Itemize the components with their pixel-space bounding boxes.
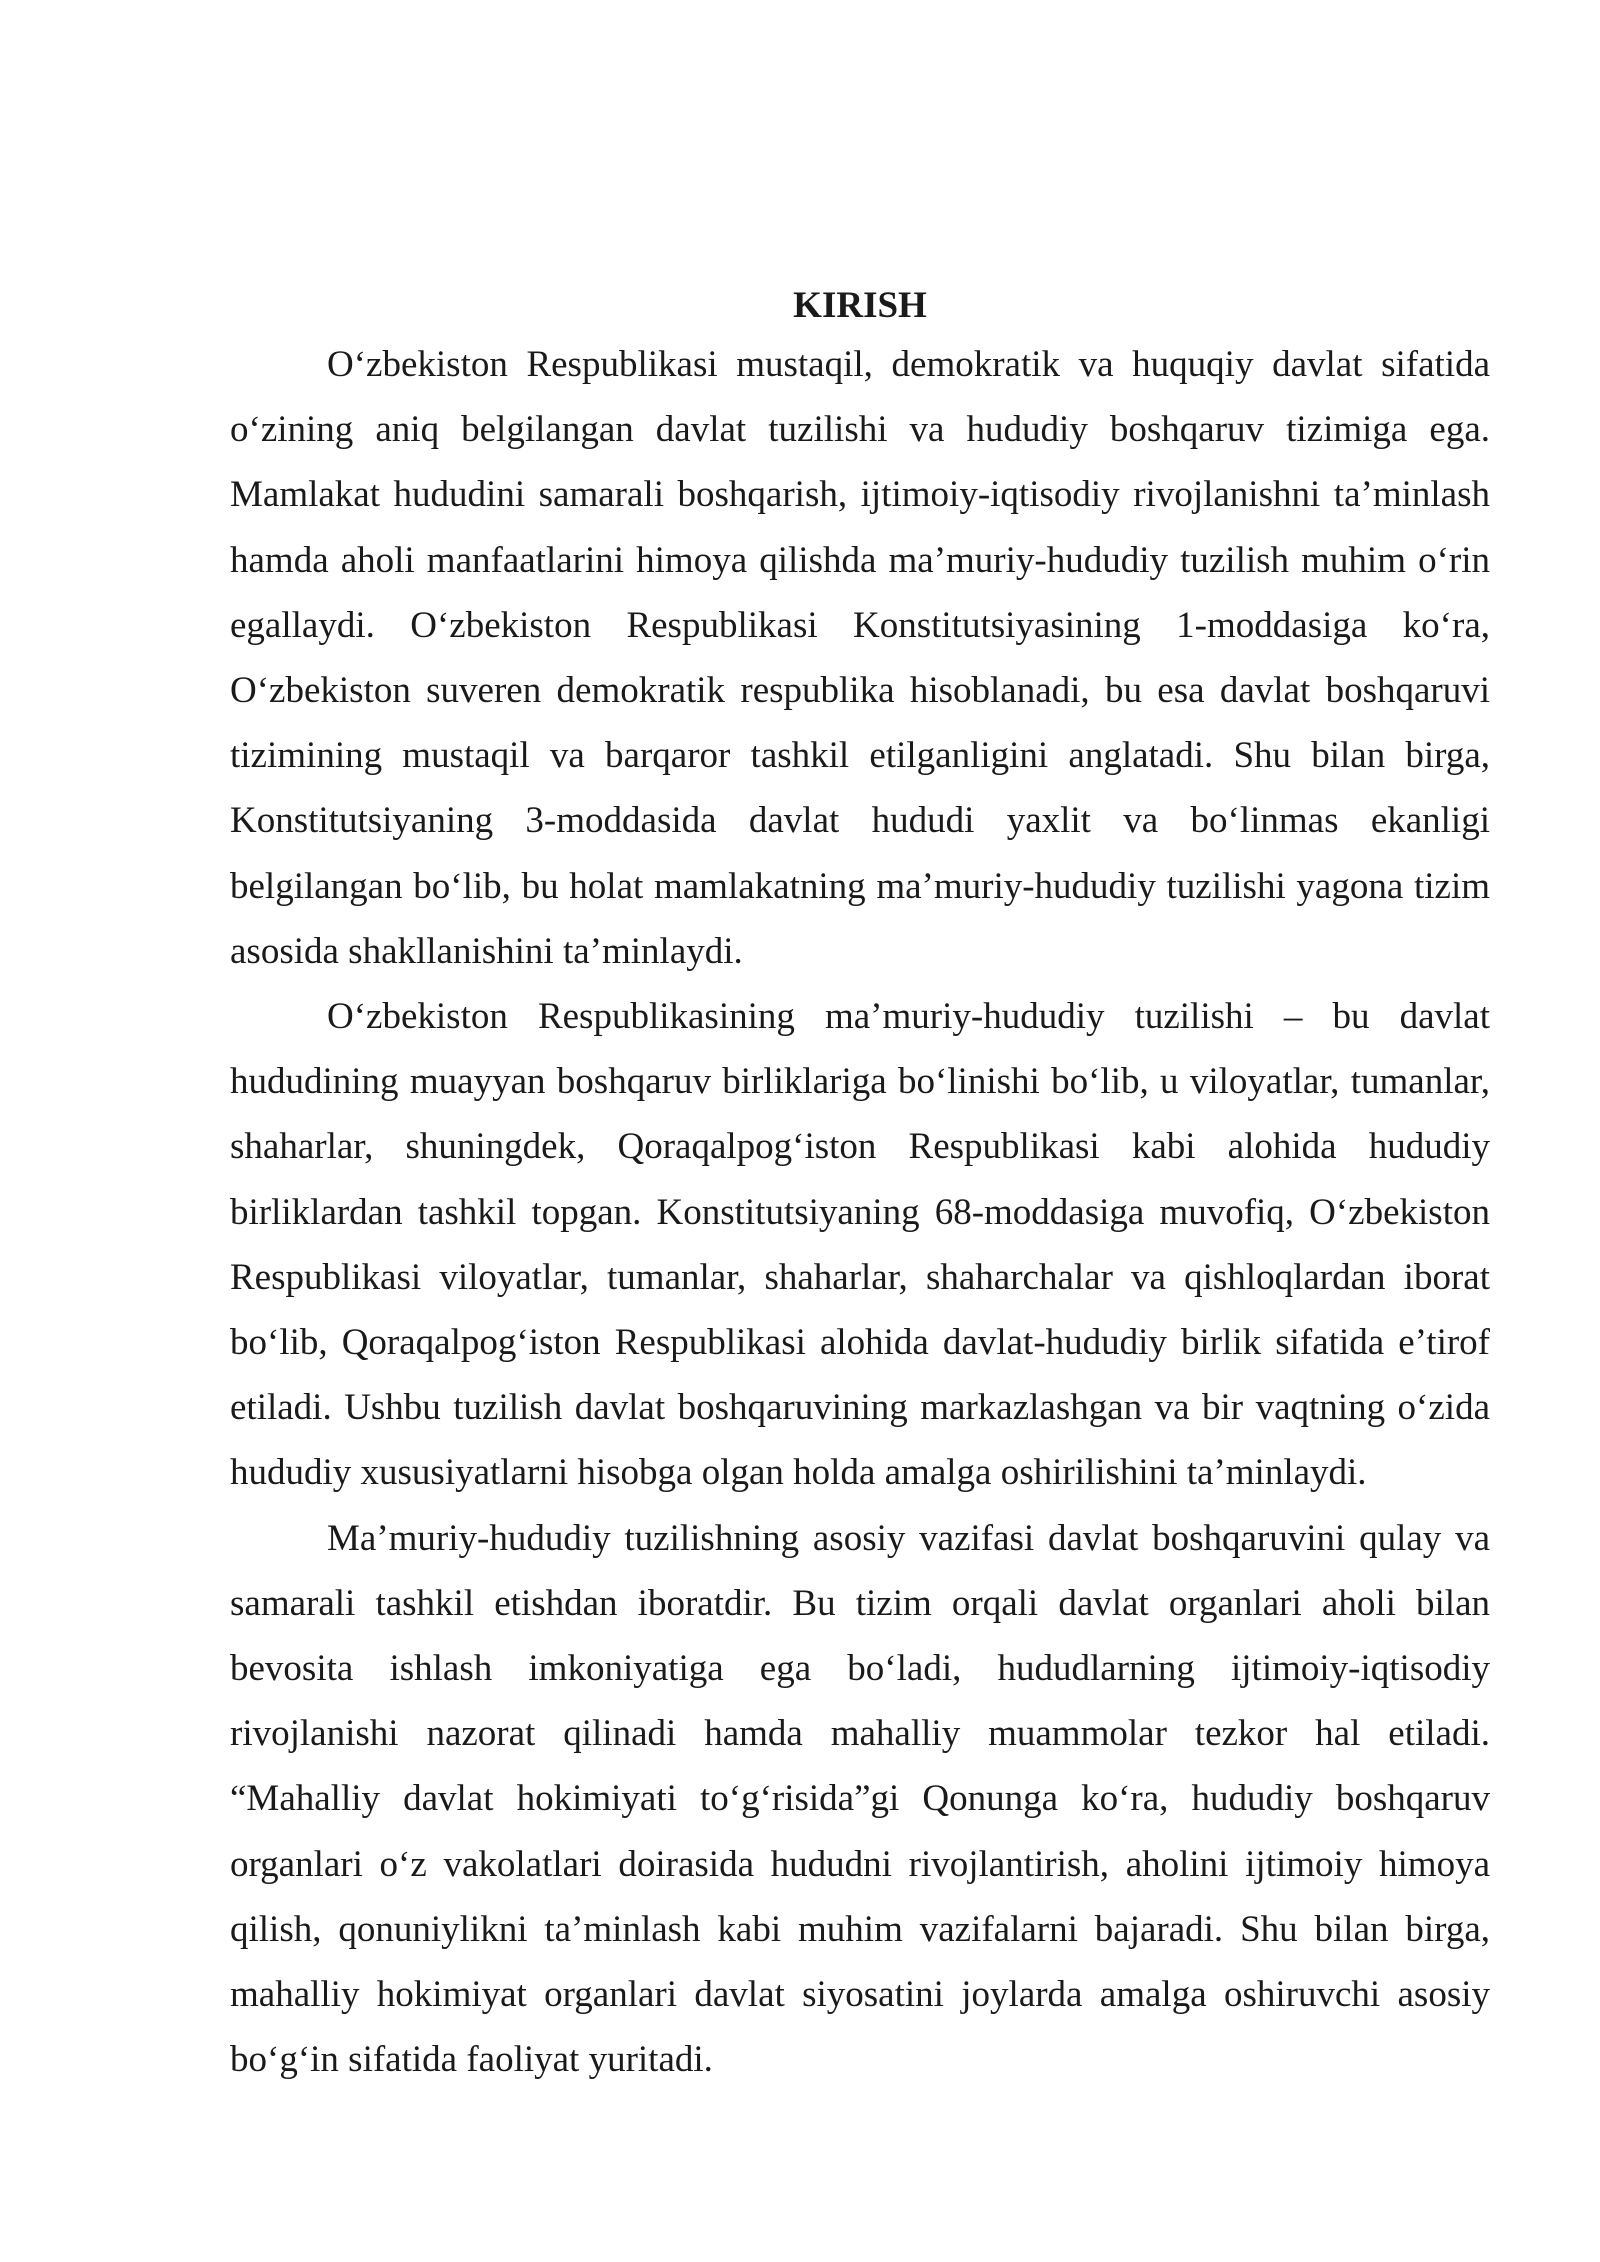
- page-title: KIRISH: [793, 285, 927, 326]
- document-body: [230, 280, 1490, 2092]
- paragraph-2: O‘zbekiston Respublikasining ma’muriy-hududiy tuzilishi – bu davlat hududining muayyan boshqaruv birliklariga bo‘linishi bo‘lib, u viloyatlar, tumanlar, shaharlar, shuningdek, Qoraqalpog‘iston Respublikasi kabi alohida hududiy birliklardan tashkil topgan. Konstitutsiyaning 68-moddasiga muvofiq, O‘zbekiston Respublikasi viloyatlar, tumanlar, shaharlar, shaharchalar va qishloqlardan iborat bo‘lib, Qoraqalpog‘iston Respublikasi alohida davlat-hududiy birlik sifatida e’tirof etiladi. Ushbu tuzilish davlat boshqaruvining markazlashgan va bir vaqtning o‘zida hududiy xususiyatlarni hisobga olgan holda amalga oshirilishini ta’minlaydi.: [230, 996, 1490, 1494]
- paragraph-3: Ma’muriy-hududiy tuzilishning asosiy vazifasi davlat boshqaruvini qulay va samarali tashkil etishdan iboratdir. Bu tizim orqali davlat organlari aholi bilan bevosita ishlash imkoniyatiga ega bo‘ladi, hududlarning ijtimoiy-iqtisodiy rivojlanishi nazorat qilinadi hamda mahalliy muammolar tezkor hal etiladi. “Mahalliy davlat hokimiyati to‘g‘risida”gi Qonunga ko‘ra, hududiy boshqaruv organlari o‘z vakolatlari doirasida hududni rivojlantirish, aholini ijtimoiy himoya qilish, qonuniylikni ta’minlash kabi muhim vazifalarni bajaradi. Shu bilan birga, mahalliy hokimiyat organlari davlat siyosatini joylarda amalga oshiruvchi asosiy bo‘g‘in sifatida faoliyat yuritadi.: [230, 1517, 1490, 2081]
- paragraph-1: O‘zbekiston Respublikasi mustaqil, demokratik va huquqiy davlat sifatida o‘zining aniq belgilangan davlat tuzilishi va hududiy boshqaruv tizimiga ega. Mamlakat hududini samarali boshqarish, ijtimoiy-iqtisodiy rivojlanishni ta’minlash hamda aholi manfaatlarini himoya qilishda ma’muriy-hududiy tuzilish muhim o‘rin egallaydi. O‘zbekiston Respublikasi Konstitutsiyasining 1-moddasiga ko‘ra, O‘zbekiston suveren demokratik respublika hisoblanadi, bu esa davlat boshqaruvi tizimining mustaqil va barqaror tashkil etilganligini anglatadi. Shu bilan birga, Konstitutsiyaning 3-moddasida davlat hududi yaxlit va bo‘linmas ekanligi belgilangan bo‘lib, bu holat mamlakatning ma’muriy-hududiy tuzilishi yagona tizim asosida shakllanishini ta’minlaydi.: [230, 344, 1490, 972]
